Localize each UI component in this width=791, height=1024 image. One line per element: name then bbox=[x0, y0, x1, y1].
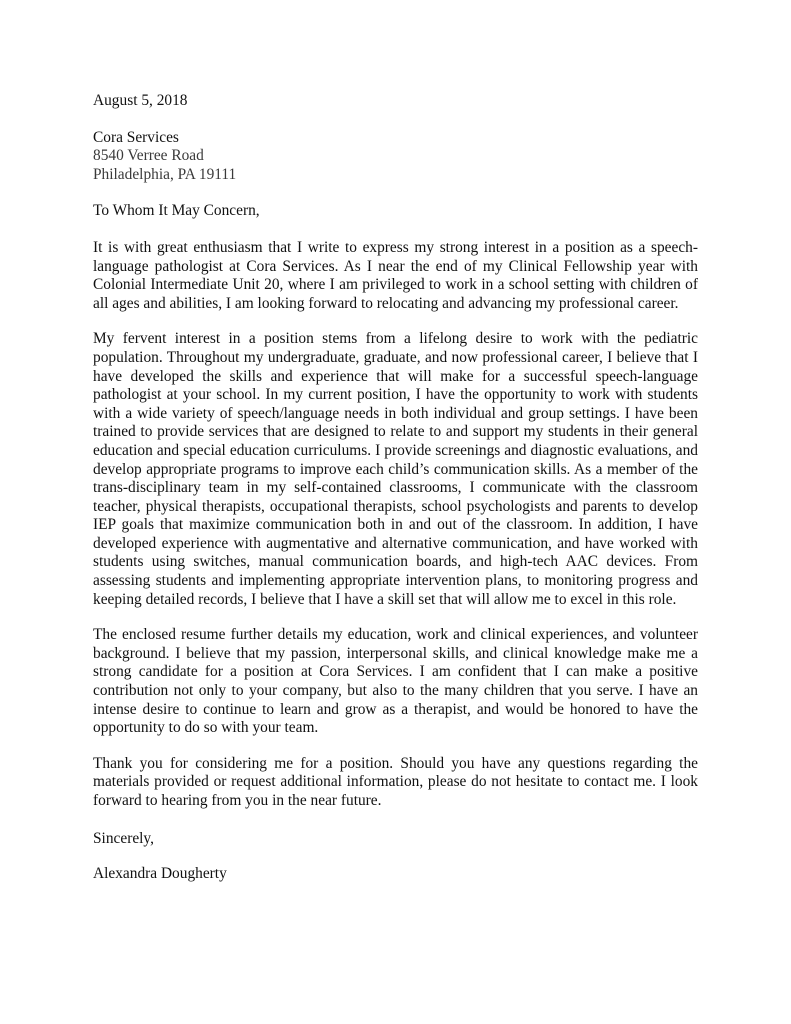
closing: Sincerely, bbox=[93, 829, 154, 847]
recipient-block bbox=[93, 129, 698, 185]
recipient-name: Cora Services bbox=[93, 128, 179, 146]
salutation: To Whom It May Concern, bbox=[93, 202, 260, 220]
paragraph-experience: My fervent interest in a position stems from a lifelong desire to work with the pediatric population. Throughout my undergraduate, graduate, and now professional career, I believe that I have developed the skills and experience that will make for a successful speech-language pathologist at your school. In my current position, I have the opportunity to work with students with a wide variety of speech/language needs in both individual and group settings. I have been trained to provide services that are designed to relate to and support my students in their general education and special education curriculums. I provide screenings and diagnostic evaluations, and develop appropriate programs to improve each child’s communication skills. As a member of the trans-disciplinary team in my self-contained classrooms, I communicate with the classroom teacher, physical therapists, occupational therapists, school psychologists and parents to develop IEP goals that maximize communication both in and out of the classroom. In addition, I have developed experience with augmentative and alternative communication, and have worked with students using switches, manual communication boards, and high-tech AAC devices. From assessing students and implementing appropriate intervention plans, to monitoring progress and keeping detailed records, I believe that I have a skill set that will allow me to excel in this role. bbox=[93, 330, 698, 608]
letter-date: August 5, 2018 bbox=[93, 92, 188, 109]
paragraph-intro: It is with great enthusiasm that I write to express my strong interest in a position as a speech-language pathologist at Cora Services. As I near the end of my Clinical Fellowship year with Colonial Intermediate Unit 20, where I am privileged to work in a school setting with children of all ages and abilities, I am looking forward to relocating and advancing my professional career. bbox=[93, 238, 698, 312]
signature-name: Alexandra Dougherty bbox=[93, 865, 227, 883]
paragraph-thanks: Thank you for considering me for a position. Should you have any questions regarding the materials provided or request additional information, please do not hesitate to contact me. I look forward to hearing from you in the near future. bbox=[93, 754, 698, 809]
paragraph-qualifications: The enclosed resume further details my education, work and clinical experiences, and volunteer background. I believe that my passion, interpersonal skills, and clinical knowledge make me a strong candidate for a position at Cora Services. I am confident that I can make a positive contribution not only to your company, but also to the many children that you serve. I have an intense desire to continue to learn and grow as a therapist, and would be honored to have the opportunity to do so with your team. bbox=[93, 626, 698, 737]
recipient-address-line2: Philadelphia, PA 19111 bbox=[93, 165, 237, 183]
recipient-address-line1: 8540 Verree Road bbox=[93, 147, 204, 165]
cover-letter bbox=[93, 92, 698, 884]
